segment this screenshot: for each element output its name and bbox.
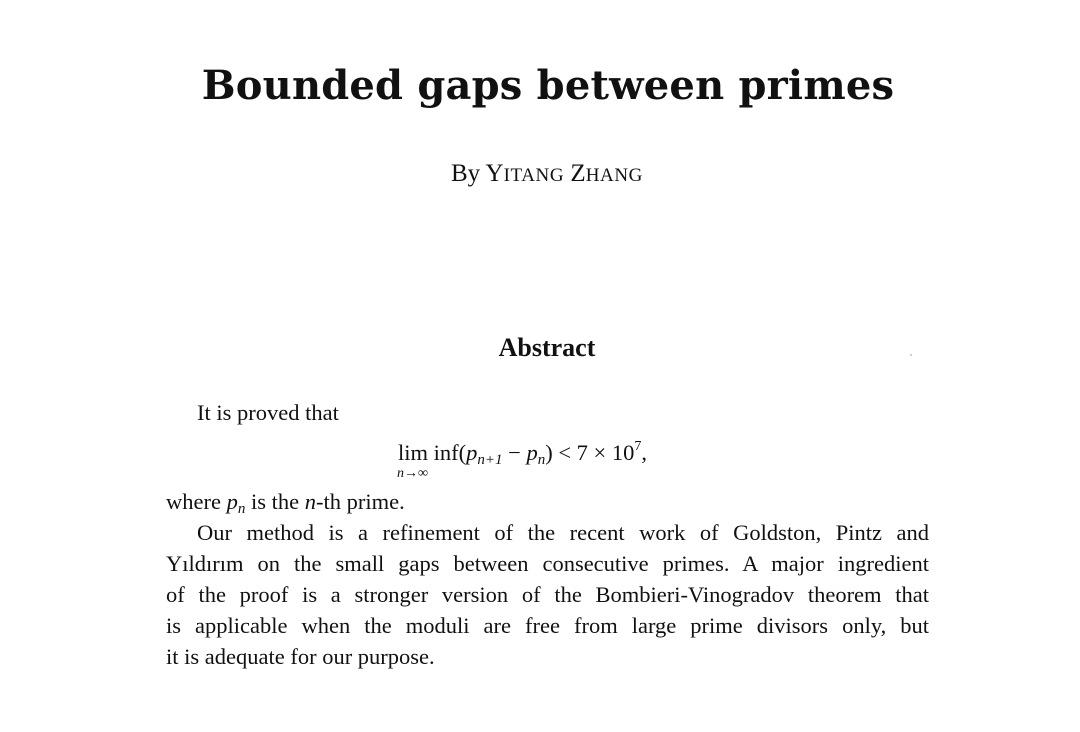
abstract-intro-line: It is proved that [197,400,339,425]
paragraph-line: Our method is a refinement of the recent work of Goldston, Pintz and [197,520,929,545]
paragraph-line: is applicable when the moduli are free from large prime divisors only, but [166,613,929,638]
paper-title: Bounded gaps between primes [201,62,895,109]
main-formula: $\lim inf(p_{n+1} - p_n) < 7 \times 10^7$, [398,439,647,468]
formula-limit-subscript: n→∞ [397,466,428,481]
formula-operator: lim inf [398,440,459,465]
scan-speck [910,354,912,356]
byline-by: By [451,160,481,187]
paragraph-line: of the proof is a stronger version of the Bombieri-Vinogradov theorem that [166,582,929,607]
paragraph-line: Yıldırım on the small gaps between consecutive primes. A major ingredient [166,551,929,576]
abstract-heading: Abstract [498,333,596,362]
paragraph-line: it is adequate for our purpose. [166,644,435,669]
where-line: where $p_n$ is the n-th prime. [166,489,405,517]
author-byline [0,160,1080,188]
author-last-name: ZHANG [570,160,643,187]
author-first-name: YITANG [485,160,565,187]
